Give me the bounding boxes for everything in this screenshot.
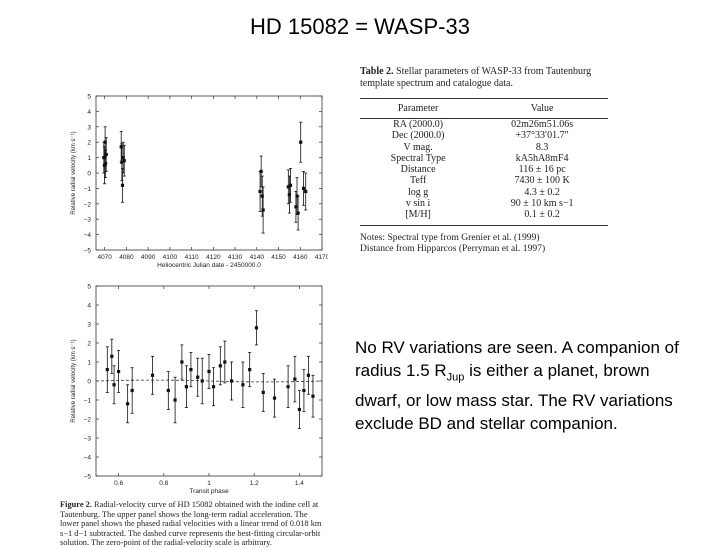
data-point [201,379,204,382]
data-point [174,398,177,401]
data-point [219,364,222,367]
y-tick-label: −5 [83,473,91,481]
table-row [360,130,608,141]
lower-rv-plot-svg [66,278,328,496]
x-tick-label: 4080 [119,254,134,261]
y-tick-label: −2 [83,416,91,424]
value-cell: 0.1 ± 0.2 [476,209,608,225]
x-tick-label: 4140 [249,254,265,261]
data-point [212,385,215,388]
value-cell: 8.3 [535,141,549,153]
value-cell: 116 ± 16 pc [518,164,566,176]
table-row [360,119,608,131]
data-point [117,370,120,373]
y-tick-label: 0 [87,170,91,178]
y-tick-label: −3 [83,216,91,224]
data-point [304,190,307,193]
slide-title: HD 15082 = WASP-33 [250,14,470,39]
data-point [121,184,124,187]
x-tick-label: 4100 [162,254,178,261]
upper-rv-plot-svg [66,88,328,270]
table-note-spectral-type: Notes: Spectral type from Grenier et al. (1999) [360,231,540,243]
body-text-subscript: Jup [446,371,465,384]
y-tick-label: −4 [83,454,91,462]
data-point [126,402,129,405]
data-point [223,360,226,363]
table-row [360,153,608,164]
x-tick-label: 4130 [227,254,243,261]
value-cell: 90 ± 10 km s−1 [510,198,574,210]
data-point [151,374,154,377]
data-point [104,162,107,165]
data-point [180,360,183,363]
x-tick-label: 4160 [293,254,308,261]
data-point [105,153,108,156]
parameter-cell: V mag. [403,141,433,153]
data-point [302,187,305,190]
value-cell: 7430 ± 100 K [514,175,570,187]
parameter-cell: Distance [400,164,436,176]
data-point [207,370,210,373]
table-row [360,187,608,198]
y-tick-label: −4 [83,232,91,240]
y-tick-label: 2 [87,139,91,147]
y-tick-label: 1 [87,359,91,367]
x-tick-label: 0.8 [159,480,169,487]
parameter-cell: Spectral Type [390,152,446,164]
data-point [302,389,305,392]
table-caption-label: Table 2. [360,66,394,77]
data-point [287,385,290,388]
body-text-part-1: No RV variations are seen. A companion of radius 1.5 R [355,338,679,380]
figure-caption [60,500,325,548]
data-point [299,141,302,144]
slide-body-text [355,336,695,435]
body-text-part-2: is either a planet, brown dwarf, or low mass star. The RV variations exclude BD and stellar companion. [355,361,673,434]
table-notes [360,232,622,255]
parameter-cell: Teff [409,175,427,187]
data-point [311,395,314,398]
parameter-cell: [M/H] [360,209,476,225]
data-point [262,208,265,211]
y-tick-label: 1 [87,155,91,163]
stellar-parameters-table [360,66,620,255]
y-tick-label: 5 [87,283,91,291]
value-cell: 02m26m51.06s [511,119,574,130]
y-tick-label: 4 [87,302,91,310]
x-tick-label: 4170 [314,254,328,261]
table-row [360,142,608,153]
data-point [230,379,233,382]
parameter-cell: Dec (2000.0) [391,130,445,142]
value-cell: kA5hA8mF4 [515,152,569,164]
data-point [255,326,258,329]
data-point [185,385,188,388]
x-axis-label: Transit phase [189,488,229,495]
y-tick-label: 5 [87,93,91,101]
y-axis-label: Relative radial velocity (km s⁻¹) [71,131,77,215]
data-point [106,368,109,371]
table-caption [360,66,620,90]
table-row [360,198,608,209]
data-point [123,159,126,162]
value-cell: +37°33′01.7″ [515,130,569,142]
y-tick-label: 3 [87,124,91,132]
x-tick-label: 1.2 [249,480,259,487]
lower-rv-plot [66,278,328,501]
data-point [298,408,301,411]
y-tick-label: −2 [83,201,91,209]
data-point [260,170,263,173]
column-header-parameter: Parameter [360,99,476,119]
data-point [248,368,251,371]
parameter-cell: v sin i [405,198,431,210]
value-cell: 4.3 ± 0.2 [524,186,560,198]
data-point [112,383,115,386]
table-note-distance: Distance from Hipparcos (Perryman et al. 1997) [360,243,546,255]
data-point [258,190,261,193]
y-tick-label: −3 [83,435,91,443]
data-point [241,383,244,386]
column-header-value: Value [476,99,608,119]
data-point [273,397,276,400]
table-row [360,175,608,186]
x-tick-label: 4070 [97,254,112,261]
x-tick-label: 4120 [206,254,221,261]
x-tick-label: 1.4 [294,480,304,487]
data-point [293,378,296,381]
figure-caption-text: Radial-velocity curve of HD 15082 obtained with the iodine cell at Tautenburg. The upper panel shows the long-term radial acceleration. The lower panel shows the phased radial velocities with a linear trend of 0.018 km s−1 d−1 subtracted. The dashed curve represents the best-fitting circular-orbit solution. The zero-point of the radial-velocity scale is arbitrary. [60,500,322,548]
data-point [196,376,199,379]
x-tick-label: 1 [207,480,211,487]
data-point [262,391,265,394]
x-axis-label: Heliocentric Julian date - 2450000.0 [157,262,261,269]
x-tick-label: 4090 [140,254,156,261]
y-tick-label: 0 [87,378,91,386]
x-tick-label: 4110 [184,254,199,261]
parameter-cell: RA (2000.0) [393,119,444,130]
table-row [360,209,608,225]
upper-rv-plot [66,88,328,275]
x-tick-label: 0.6 [114,480,124,487]
y-tick-label: −1 [83,185,91,193]
y-tick-label: 3 [87,321,91,329]
y-tick-label: −5 [83,247,91,255]
data-point [167,389,170,392]
figure-caption-label: Figure 2. [60,500,92,509]
y-tick-label: −1 [83,397,91,405]
parameter-cell: log g [407,186,429,198]
data-point [110,355,113,358]
table-row [360,164,608,175]
parameters-table [360,98,608,226]
x-tick-label: 4150 [271,254,286,261]
data-point [296,211,299,214]
y-axis-label: Relative radial velocity (km s⁻¹) [71,339,77,423]
table-caption-text: Stellar parameters of WASP-33 from Tautenburg template spectrum and catalogue data. [360,66,592,89]
y-tick-label: 4 [87,108,91,116]
data-point [307,374,310,377]
data-point [289,184,292,187]
data-point [120,145,123,148]
data-point [131,389,134,392]
y-tick-label: 2 [87,340,91,348]
data-point [189,368,192,371]
